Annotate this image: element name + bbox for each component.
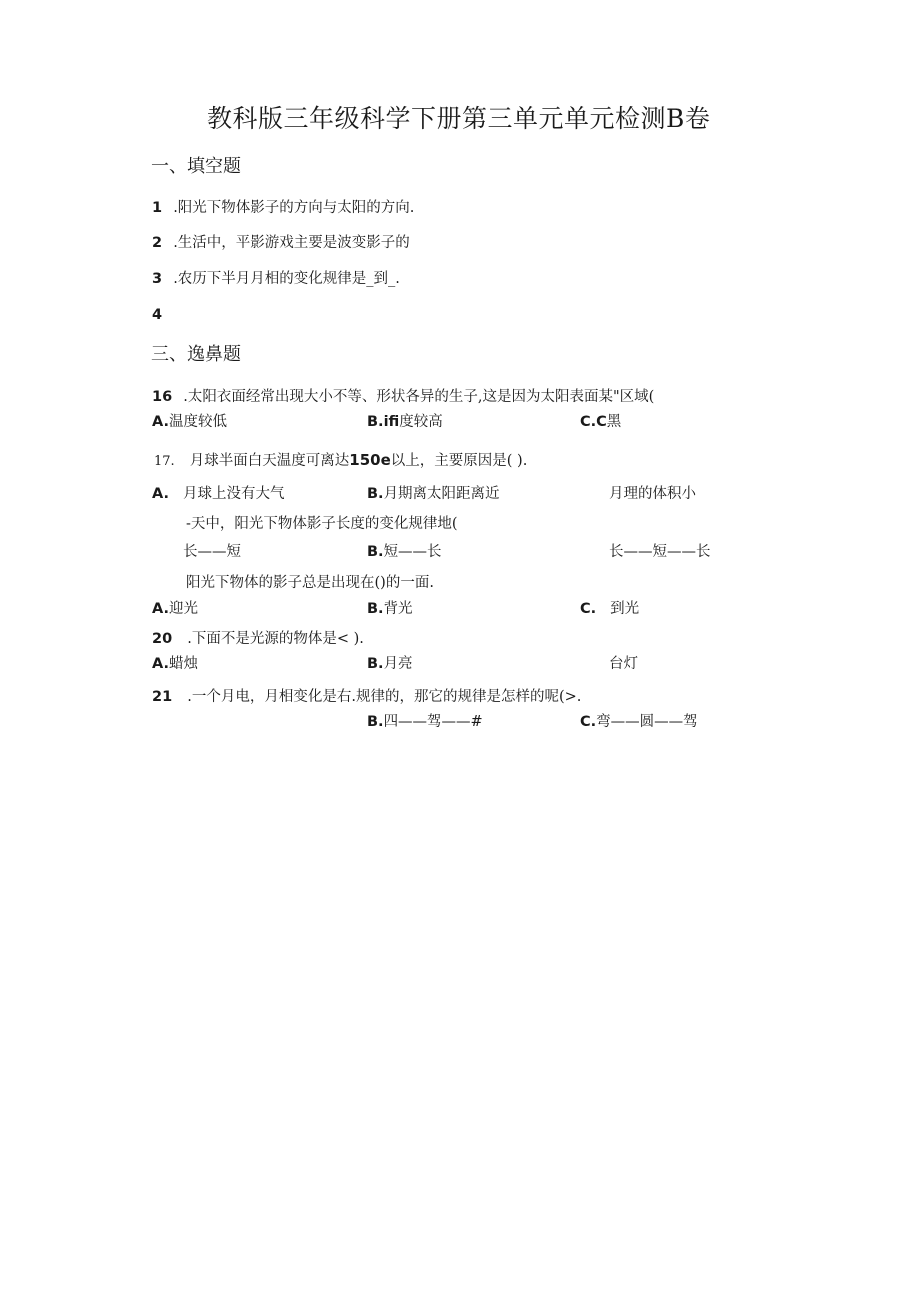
option-b [367,602,413,617]
choice-question-21 [152,688,581,705]
choice-question-19: 阳光下物体的影子总是出现在()的一面. [186,575,434,591]
option-text: 蜡烛 [169,656,198,672]
choice-question-16 [152,388,654,405]
option-key: B. [367,656,384,672]
option-text: 月期离太阳距离近 [383,486,500,502]
option-text: 月亮 [383,656,413,672]
option-a [152,602,198,617]
question-text: .生活中，平影游戏主要是波变影子的 [173,235,410,251]
option-text-bold: ifi [383,414,400,430]
option-a [152,487,285,502]
option-b [367,715,483,730]
option-c [609,487,696,502]
option-key: A. [152,656,169,672]
option-key: B. [367,544,384,560]
question-text-end: 以上，主要原因是( ). [390,453,528,469]
option-b [367,545,442,560]
question-text: .下面不是光源的物体是< ). [187,631,364,647]
option-text: 温度较低 [169,414,227,430]
fill-question-4 [152,306,162,323]
question-text: .农历下半月月相的变化规律是_到_. [173,271,400,287]
option-a [152,657,198,672]
option-text: 到光 [610,601,640,617]
option-key: B. [367,601,384,617]
question-number: 3 [152,271,163,287]
fill-question-3 [152,270,400,287]
option-key: A. [152,486,169,502]
option-key: B. [367,414,384,430]
option-a [183,545,241,560]
option-text: 度较高 [399,414,443,430]
option-c [580,602,639,617]
option-c [609,657,638,672]
option-key: B. [367,714,384,730]
option-key: A. [152,601,169,617]
fill-question-2 [152,234,410,251]
section-heading-fill: 一、填空题 [151,156,241,177]
option-a [152,415,227,430]
option-text: 迎光 [169,601,198,617]
option-text: 月理的体积小 [609,486,696,502]
question-text: 月球半面白天温度可离达 [189,453,350,469]
option-b [367,487,500,502]
question-number: 1 [152,200,163,216]
question-text: .太阳衣面经常出现大小不等、形状各异的生子,这是因为太阳表面某"区域( [183,389,655,405]
option-c [609,545,711,560]
option-b [367,415,443,430]
option-text: 背光 [383,601,413,617]
choice-question-18: -天中，阳光下物体影子长度的变化规律地( [186,516,458,532]
section-heading-choice: 三、逸鼻题 [151,344,241,365]
temperature-value: 150e [349,451,391,469]
fill-question-1 [152,199,414,216]
option-key: C.C [580,414,607,430]
page-title: 教科版三年级科学下册第三单元单元检测B卷 [207,104,711,133]
question-text: .一个月电，月相变化是右.规律的，那它的规律是怎样的呢(>. [187,689,582,705]
option-key: A. [152,414,169,430]
option-text: 月球上没有大气 [183,486,285,502]
option-key: C. [580,714,597,730]
question-number: 2 [152,235,163,251]
option-key: B. [367,486,384,502]
question-text: .阳光下物体影子的方向与太阳的方向. [173,200,415,216]
choice-question-20 [152,630,364,647]
option-text: 短——长 [383,544,442,560]
option-text: 黑 [606,414,622,430]
question-number: 4 [152,307,163,323]
option-c [580,715,698,730]
question-number: 21 [152,689,173,705]
option-b [367,657,413,672]
question-number: 16 [152,389,173,405]
question-number: 17. [154,454,175,469]
option-text: 长——短 [183,544,241,560]
option-text: 长——短——长 [609,544,711,560]
question-number: 20 [152,631,173,647]
option-text: 台灯 [609,656,638,672]
option-c [580,415,621,430]
choice-question-17 [154,452,527,469]
option-key: C. [580,601,597,617]
option-text: 四——驾——# [383,714,483,730]
option-text: 弯——圆——驾 [596,714,698,730]
